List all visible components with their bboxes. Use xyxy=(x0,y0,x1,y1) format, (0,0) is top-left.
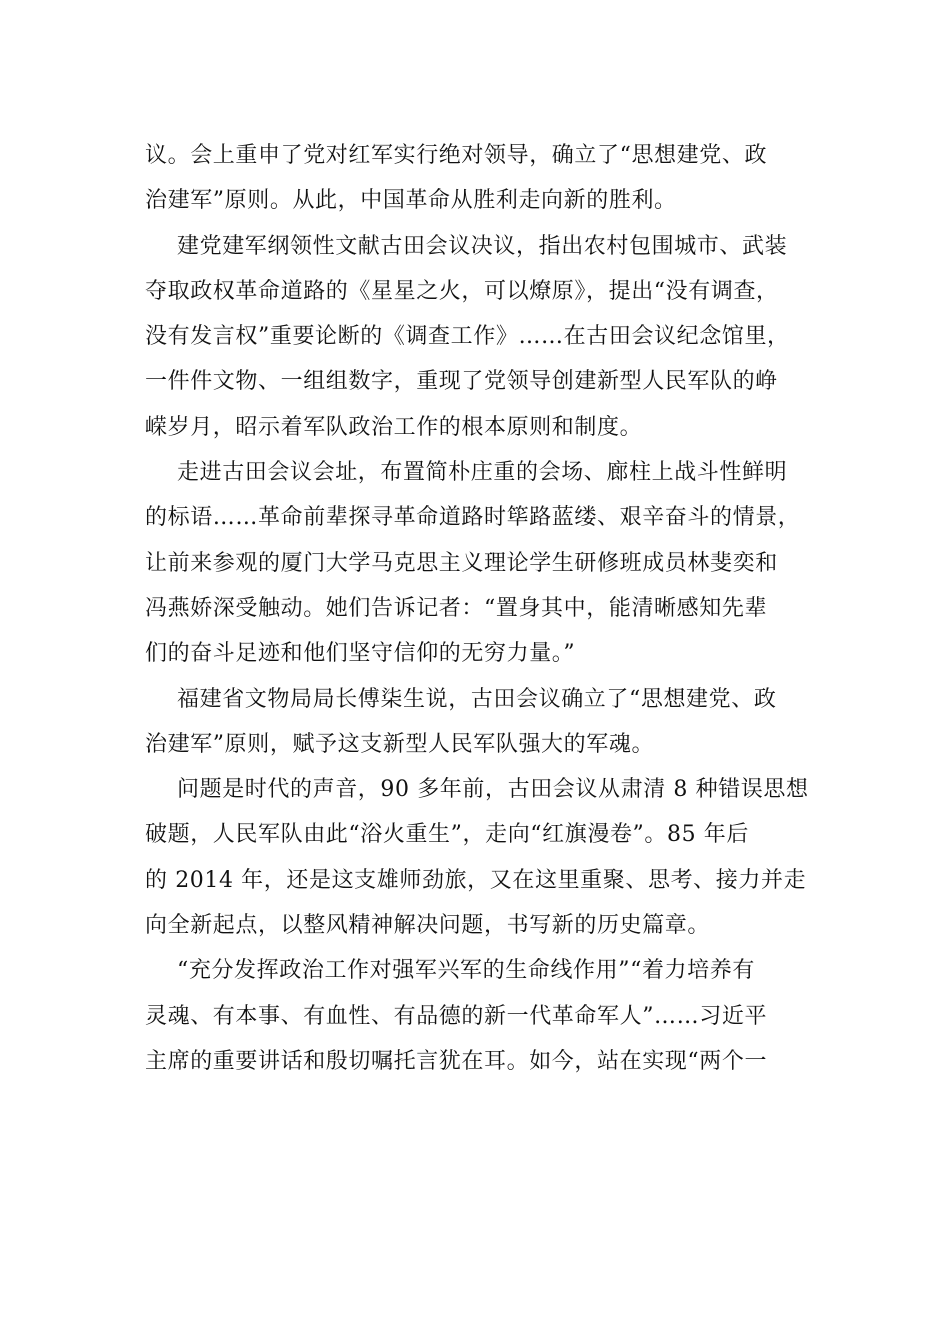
text-line: 的 2014 年，还是这支雄师劲旅，又在这里重聚、思考、接力并走 xyxy=(145,867,807,893)
text-line: 一件件文物、一组组数字，重现了党领导创建新型人民军队的峥 xyxy=(145,369,778,395)
text-line: 的标语……革命前辈探寻革命道路时筚路蓝缕、艰辛奋斗的情景， xyxy=(145,505,801,531)
text-line: “充分发挥政治工作对强军兴军的生命线作用”“着力培养有 xyxy=(177,958,755,984)
text-line: 主席的重要讲话和殷切嘱托言犹在耳。如今，站在实现“两个一 xyxy=(145,1048,768,1074)
text-line: 让前来参观的厦门大学马克思主义理论学生研修班成员林斐奕和 xyxy=(145,550,778,576)
paragraph-2 xyxy=(145,224,795,450)
text-line: 建党建军纲领性文献古田会议决议，指出农村包围城市、武装 xyxy=(177,233,788,259)
paragraph-6 xyxy=(145,948,795,1084)
paragraph-1 xyxy=(145,133,795,224)
text-line: 嵘岁月，昭示着军队政治工作的根本原则和制度。 xyxy=(145,414,643,440)
text-line: 没有发言权”重要论断的《调查工作》……在古田会议纪念馆里， xyxy=(145,324,790,350)
text-line: 治建军”原则。从此，中国革命从胜利走向新的胜利。 xyxy=(145,188,677,214)
text-line: 走进古田会议会址，布置简朴庄重的会场、廊柱上战斗性鲜明 xyxy=(177,460,788,486)
text-line: 冯燕娇深受触动。她们告诉记者：“置身其中，能清晰感知先辈 xyxy=(145,595,768,621)
article-body xyxy=(145,133,809,1084)
text-line: 们的奋斗足迹和他们坚守信仰的无穷力量。” xyxy=(145,641,576,667)
text-line: 福建省文物局局长傅柒生说，古田会议确立了“思想建党、政 xyxy=(177,686,777,712)
paragraph-4 xyxy=(145,677,795,768)
text-line: 灵魂、有本事、有血性、有品德的新一代革命军人”……习近平 xyxy=(145,1003,768,1029)
text-line: 治建军”原则，赋予这支新型人民军队强大的军魂。 xyxy=(145,731,655,757)
text-line: 向全新起点，以整风精神解决问题，书写新的历史篇章。 xyxy=(145,913,711,939)
text-line: 夺取政权革命道路的《星星之火，可以燎原》，提出“没有调查， xyxy=(145,278,779,304)
paragraph-3 xyxy=(145,450,801,676)
paragraph-5 xyxy=(145,767,809,948)
text-line: 问题是时代的声音，90 多年前，古田会议从肃清 8 种错误思想 xyxy=(177,777,809,803)
text-line: 破题，人民军队由此“浴火重生”，走向“红旗漫卷”。85 年后 xyxy=(145,822,749,848)
text-line: 议。会上重申了党对红军实行绝对领导，确立了“思想建党、政 xyxy=(145,143,768,168)
